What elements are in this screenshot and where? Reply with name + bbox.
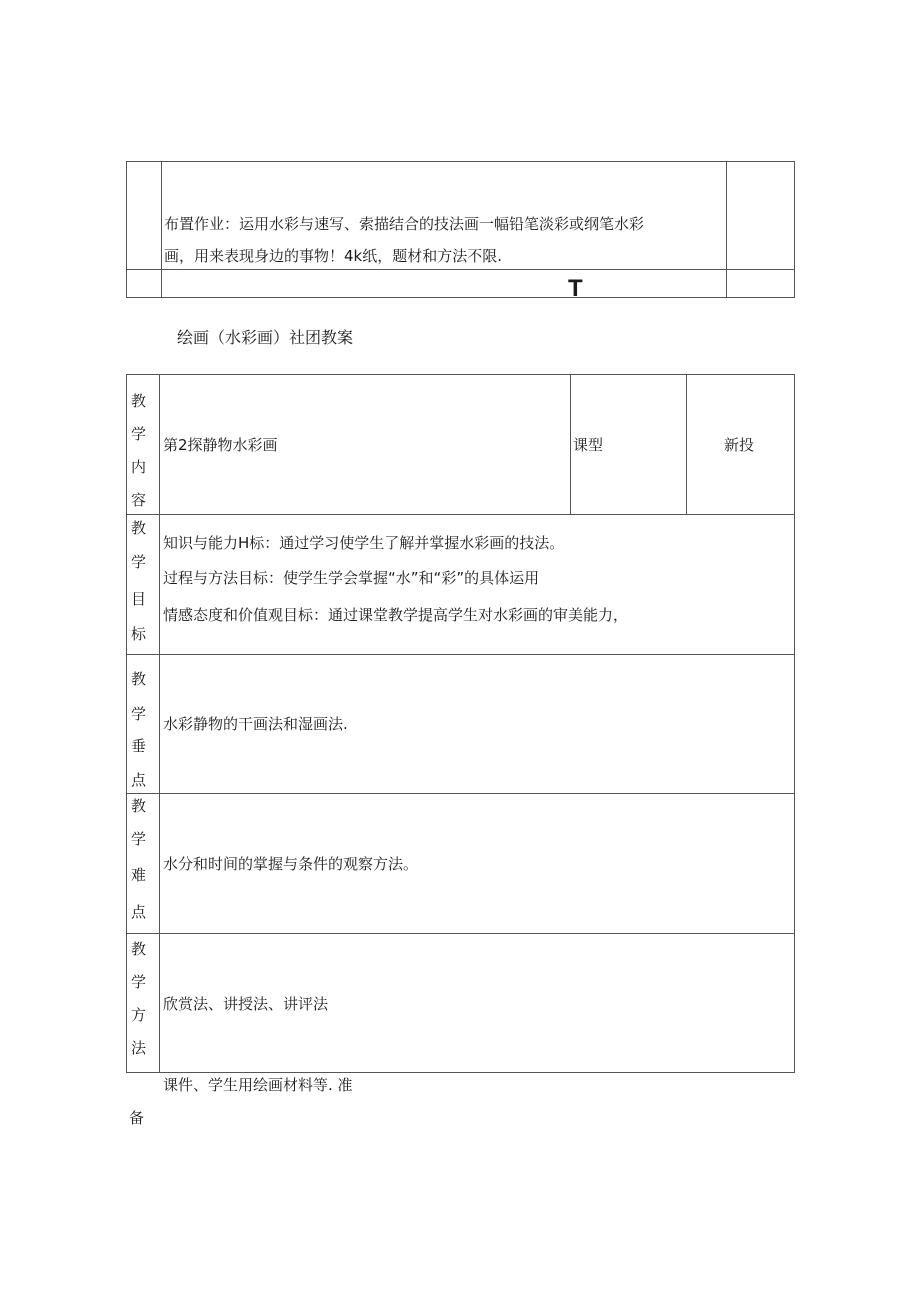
label-char: 学 xyxy=(131,705,147,723)
label-char: 标 xyxy=(131,625,147,643)
label-char: 学 xyxy=(131,973,147,991)
difficulties-text: 水分和时间的掌握与条件的观察方法。 xyxy=(163,855,419,873)
label-char: 点 xyxy=(131,903,147,921)
label-char: 容 xyxy=(131,491,147,509)
lesson-topic: 第2探静物水彩画 xyxy=(163,436,278,454)
label-char: 教 xyxy=(131,940,147,958)
homework-line-1: 布置作业：运用水彩与速写、索描结合的技法画一幅铅笔淡彩或纲笔水彩 xyxy=(164,215,645,233)
goal-process: 过程与方法目标：使学生学会掌握“水”和“彩”的具体运用 xyxy=(163,569,540,587)
label-char: 教 xyxy=(131,519,147,537)
goal-knowledge: 知识与能力H标：通过学习使学生了解并掌握水彩画的技法。 xyxy=(163,534,565,552)
doc-title: 绘画（水彩画）社团教案 xyxy=(177,328,354,347)
label-char: 教 xyxy=(131,392,147,410)
lesson-type-label: 课型 xyxy=(573,436,604,454)
label-char: 难 xyxy=(131,866,147,884)
methods-text: 欣赏法、讲授法、讲评法 xyxy=(163,995,329,1013)
label-char: 学 xyxy=(131,553,147,571)
preparation-label: 备 xyxy=(129,1109,145,1127)
label-char: 学 xyxy=(131,830,147,848)
label-char: 法 xyxy=(131,1039,147,1057)
label-char: 点 xyxy=(131,771,147,789)
label-char: 教 xyxy=(131,797,147,815)
homework-line-2: 画，用来表现身边的事物！4k纸，题材和方法不限. xyxy=(164,247,503,265)
label-char: 垂 xyxy=(131,737,147,755)
goal-attitude: 情感态度和价值观目标：通过课堂教学提高学生对水彩画的审美能力， xyxy=(163,606,629,624)
label-char: 方 xyxy=(131,1006,147,1024)
key-points-text: 水彩静物的干画法和湿画法. xyxy=(163,715,348,733)
label-char: 教 xyxy=(131,670,147,688)
label-char: 目 xyxy=(131,590,147,608)
label-char: 内 xyxy=(131,458,147,476)
label-char: 学 xyxy=(131,425,147,443)
preparation-text: 课件、学生用绘画材料等. 准 xyxy=(163,1076,353,1094)
lesson-type-value: 新投 xyxy=(724,436,755,454)
t-mark: T xyxy=(568,275,583,302)
